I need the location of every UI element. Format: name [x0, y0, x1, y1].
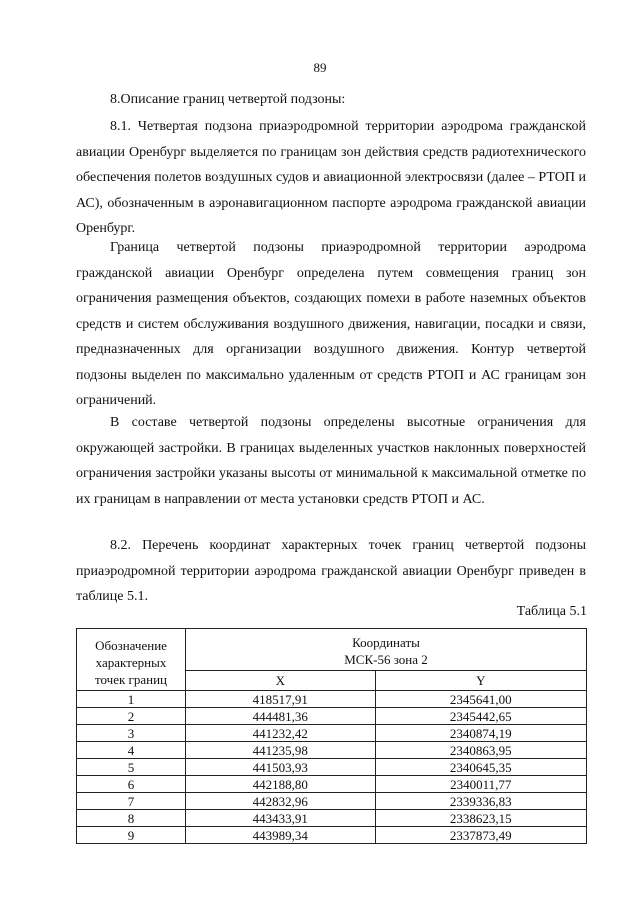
paragraph-8-1: 8.1. Четвертая подзона приаэродромной территории аэродрома гражданской авиации Оренбург выделяется по границам зон действия средств радиотехнического обеспечения полетов воздушных судов и авиационной электросвязи (далее – РТОП и АС), обозначенным в аэронавигационном паспорте аэродрома гражданской авиации Оренбург. — [76, 119, 586, 236]
cell-point-number: 1 — [77, 691, 186, 708]
cell-y: 2340011,77 — [375, 776, 586, 793]
cell-x: 443433,91 — [186, 810, 376, 827]
header-coordinates-line: Координаты — [352, 635, 420, 651]
header-y: Y — [375, 671, 586, 691]
header-coordinates — [186, 629, 587, 671]
paragraph-boundary: Граница четвертой подзоны приаэродромной территории аэродрома гражданской авиации Оренбург определена путем совмещения границ зон ограничения размещения объектов, создающих помехи в работе наземных объектов средств и систем обслуживания воздушного движения, навигации, посадки и связи, предназначенных для организации воздушного движения. Контур четвертой подзоны выделен по максимально удаленным от средств РТОП и АС границам зон ограничений. — [76, 240, 586, 408]
cell-point-number: 7 — [77, 793, 186, 810]
cell-point-number: 4 — [77, 742, 186, 759]
table-row — [77, 742, 587, 759]
cell-y: 2337873,49 — [375, 827, 586, 844]
paragraph-8-2: 8.2. Перечень координат характерных точек границ четвертой подзоны приаэродромной территории аэродрома гражданской авиации Оренбург приведен в таблице 5.1. — [76, 538, 586, 604]
cell-y: 2339336,83 — [375, 793, 586, 810]
table-row — [77, 810, 587, 827]
cell-point-number: 3 — [77, 725, 186, 742]
header-point-name-line: Обозначение — [95, 638, 167, 653]
coordinates-table — [76, 628, 587, 844]
cell-point-number: 2 — [77, 708, 186, 725]
cell-point-number: 9 — [77, 827, 186, 844]
cell-point-number: 5 — [77, 759, 186, 776]
table-row — [77, 725, 587, 742]
paragraph-height-limits: В составе четвертой подзоны определены высотные ограничения для окружающей застройки. В границах выделенных участков наклонных поверхностей ограничения застройки указаны высоты от минимальной к максимальной отметке по их границам в направлении от места установки средств РТОП и АС. — [76, 415, 586, 507]
cell-y: 2340645,35 — [375, 759, 586, 776]
cell-y: 2345442,65 — [375, 708, 586, 725]
header-x: X — [186, 671, 376, 691]
table-row — [77, 708, 587, 725]
cell-y: 2345641,00 — [375, 691, 586, 708]
header-coordinates-line: МСК-56 зона 2 — [344, 652, 428, 668]
header-point-name-line: точек границ — [94, 672, 168, 687]
cell-y: 2340863,95 — [375, 742, 586, 759]
cell-x: 441232,42 — [186, 725, 376, 742]
header-point-name — [77, 629, 186, 691]
table-row — [77, 793, 587, 810]
cell-x: 442188,80 — [186, 776, 376, 793]
cell-y: 2340874,19 — [375, 725, 586, 742]
cell-x: 441503,93 — [186, 759, 376, 776]
section-heading: 8.Описание границ четвертой подзоны: — [110, 92, 346, 107]
table-row — [77, 691, 587, 708]
table-row — [77, 776, 587, 793]
table-row — [77, 827, 587, 844]
cell-x: 444481,36 — [186, 708, 376, 725]
cell-x: 443989,34 — [186, 827, 376, 844]
table-row — [77, 759, 587, 776]
cell-point-number: 8 — [77, 810, 186, 827]
cell-y: 2338623,15 — [375, 810, 586, 827]
table-caption: Таблица 5.1 — [516, 604, 587, 619]
table-header-row — [77, 629, 587, 671]
header-point-name-line: характерных — [95, 655, 167, 670]
cell-point-number: 6 — [77, 776, 186, 793]
cell-x: 442832,96 — [186, 793, 376, 810]
page-number: 89 — [313, 60, 327, 75]
cell-x: 418517,91 — [186, 691, 376, 708]
cell-x: 441235,98 — [186, 742, 376, 759]
